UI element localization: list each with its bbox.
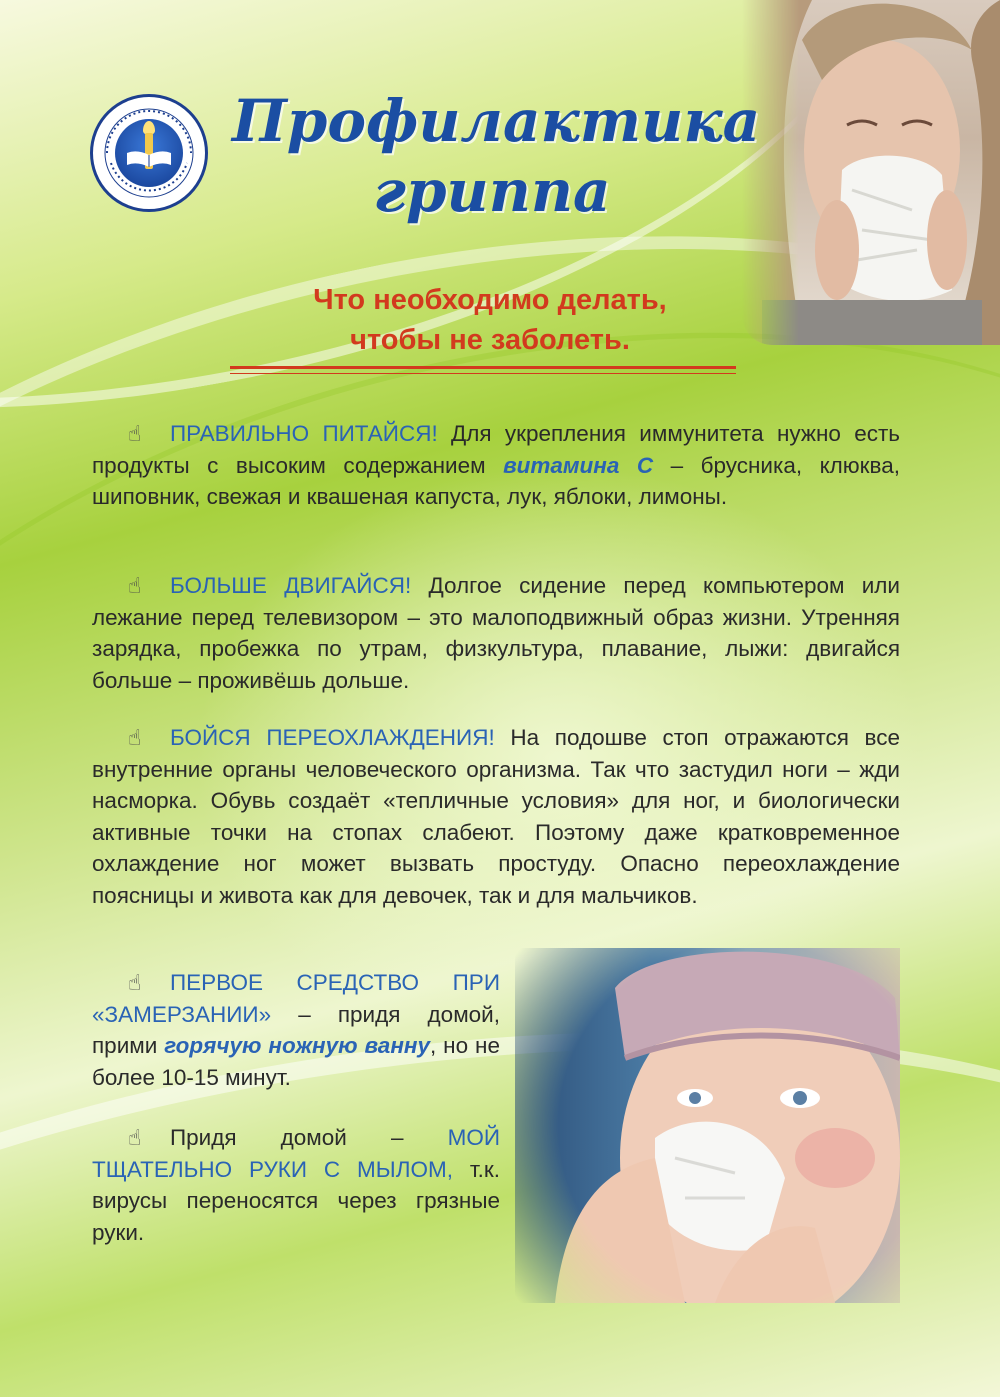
photo-illustration (742, 0, 1000, 345)
pointing-hand-icon: ☝ (128, 725, 142, 750)
book-icon (125, 149, 173, 167)
tip-text: Долгое сидение перед компьютером или лежание перед телевизором – это малоподвижный образ жизни. Утренняя зарядка, пробежка по утрам, физкультура, плавание, лыжи: двигайся больше – проживёшь дольше. (92, 573, 901, 693)
tip-lead: БОЛЬШЕ ДВИГАЙСЯ! (170, 573, 412, 598)
tip-text: Для укрепления иммунитета нужно есть продукты с высоким содержанием (92, 421, 900, 478)
pointing-hand-icon: ☝ (128, 421, 142, 446)
tip-wash-hands (92, 1122, 500, 1248)
logo-center (115, 119, 183, 187)
pointing-hand-icon: ☝ (128, 1125, 142, 1150)
subtitle-line-2: чтобы не заболеть. (350, 324, 630, 356)
tip-text: На подошве стоп отражаются все внутренние органы человеческого организма. Так что застудил ноги – жди насморка. Обувь создаёт «тепличные условия» для ног, и биологически активные точки на стопах слабеют. Поэтому даже кратковременное охлаждение ног может вызвать простуду. Опасно переохлаждение поясницы и живота как для девочек, так и для мальчиков. (92, 725, 901, 908)
photo-girl-with-tissue (515, 948, 900, 1303)
pointing-hand-icon: ☝ (128, 970, 142, 995)
subtitle-divider-thin (230, 373, 736, 374)
tip-freezing (92, 967, 500, 1093)
page-subtitle (230, 280, 750, 360)
subtitle-line-1: Что необходимо делать, (313, 284, 667, 316)
tip-nutrition (92, 418, 900, 513)
tip-avoid-cold (92, 722, 900, 911)
logo-emblem (90, 94, 208, 212)
subtitle-divider (230, 366, 736, 369)
tip-text: Придя домой – (170, 1125, 448, 1150)
page-title (232, 86, 761, 226)
tip-highlight: витамина С (503, 452, 654, 478)
photo-illustration (515, 948, 900, 1303)
tip-lead: ПЕРВОЕ СРЕДСТВО ПРИ «ЗАМЕРЗАНИИ» (92, 970, 500, 1027)
tip-lead: БОЙСЯ ПЕРЕОХЛАЖДЕНИЯ! (170, 725, 495, 750)
title-line-2: гриппа (373, 157, 611, 225)
tip-text: – брусника, клюква, шиповник, свежая и квашеная капуста, лук, яблоки, лимоны. (92, 452, 900, 509)
tip-text: – придя домой, прими (92, 1001, 500, 1058)
tip-lead: МОЙ ТЩАТЕЛЬНО РУКИ С МЫЛОМ, (92, 1125, 500, 1182)
pointing-hand-icon: ☝ (128, 573, 142, 598)
tip-move-more (92, 570, 900, 696)
title-line-1: Профилактика (232, 87, 761, 155)
tip-highlight: горячую ножную ванну (164, 1033, 431, 1058)
tip-text: т.к. вирусы переносятся через грязные руки. (92, 1156, 500, 1245)
photo-woman-blowing-nose (742, 0, 1000, 345)
tip-text: , но не более 10-15 минут. (92, 1033, 500, 1090)
tip-lead: ПРАВИЛЬНО ПИТАЙСЯ! (170, 421, 438, 446)
